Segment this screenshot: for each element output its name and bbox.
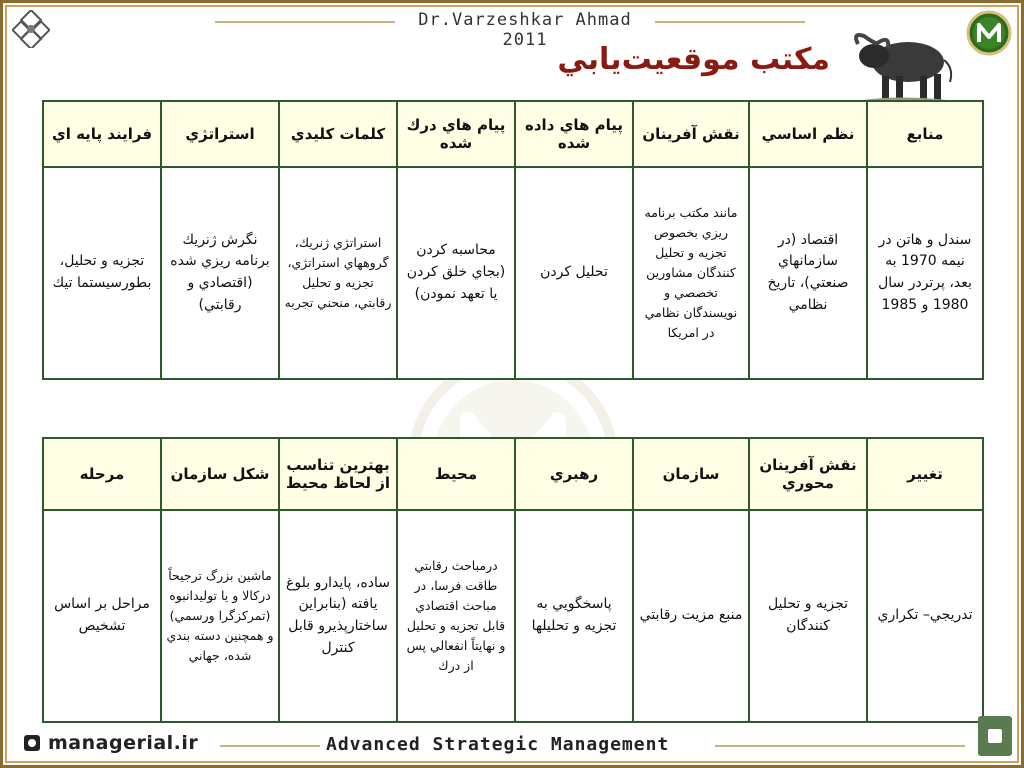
- page-title: مکتب موقعيت‌يابي: [557, 42, 830, 77]
- author-label: Dr.Varzeshkar Ahmad 2011: [418, 10, 632, 50]
- table-cell: مانند مكتب برنامه ريزي بخصوص تجزيه و تحليل كنندگان مشاورين تخصصي و نويسندگان نظامي در امريكا: [633, 167, 749, 379]
- table-cell: سندل و هاتن در نيمه 1970 به بعد، پرتردر سال 1980 و 1985: [867, 167, 983, 379]
- footer-square-icon: [24, 735, 40, 751]
- table-cell: درمباحث رقابتي طاقت فرسا، در مباحث اقتصادي قابل تجزيه و تحليل و نهايتاً انفعالي پس از درك: [397, 510, 515, 722]
- header-cell: فرايند پايه اي: [43, 101, 161, 167]
- positioning-table-1: [42, 100, 984, 380]
- footer-title: Advanced Strategic Management: [326, 734, 670, 755]
- header-cell: رهبري: [515, 438, 633, 510]
- table-cell: مراحل بر اساس تشخيص: [43, 510, 161, 722]
- header-cell: تغيير: [867, 438, 983, 510]
- header-cell: نقش آفرينان محوري: [749, 438, 867, 510]
- footer-site-link[interactable]: [24, 732, 198, 754]
- table-cell: اقتصاد (در سازمانهاي صنعتي)، تاريخ نظامي: [749, 167, 867, 379]
- footer-nav-button[interactable]: [978, 716, 1012, 756]
- header-cell: نظم اساسي: [749, 101, 867, 167]
- header-cell: بهترين تناسب از لحاظ محيط: [279, 438, 397, 510]
- table-cell: ساده، پايدارو بلوغ يافته (بنابراين ساختارپذيرو قابل كنترل: [279, 510, 397, 722]
- header-cell: سازمان: [633, 438, 749, 510]
- table-cell: محاسبه كردن (بجاي خلق كردن يا تعهد نمودن): [397, 167, 515, 379]
- table-cell: منبع مزيت رقابتي: [633, 510, 749, 722]
- header-cell: نقش آفرينان: [633, 101, 749, 167]
- ornament-logo-icon: [12, 10, 50, 48]
- table-cell: تحليل كردن: [515, 167, 633, 379]
- table-cell: استراتژي ژنريك، گروههاي استراتژي، تجزيه و تحليل رقابتي، منحني تجربه: [279, 167, 397, 379]
- footer-divider-right: [715, 745, 965, 747]
- header-cell: كلمات كليدي: [279, 101, 397, 167]
- table-cell: تجزيه و تحليل، بطورسيستما تيك: [43, 167, 161, 379]
- m-logo-icon: [966, 10, 1012, 56]
- buffalo-image: [850, 18, 956, 106]
- header-cell: شكل سازمان: [161, 438, 279, 510]
- footer-divider-left: [220, 745, 320, 747]
- table-cell: ماشين بزرگ ترجيحاً دركالا و يا توليدانبوه (تمركزگرا ورسمي) و همچنين دسته بندي شده، جهاني: [161, 510, 279, 722]
- header-cell: پيام هاي درك شده: [397, 101, 515, 167]
- footer-site-label: managerial.ir: [48, 732, 199, 754]
- header-divider-right: [655, 21, 805, 23]
- table-cell: تجزيه و تحليل كنندگان: [749, 510, 867, 722]
- header-cell: استراتژي: [161, 101, 279, 167]
- header-cell: منابع: [867, 101, 983, 167]
- header-cell: مرحله: [43, 438, 161, 510]
- positioning-table-2: [42, 437, 984, 723]
- header-cell: محيط: [397, 438, 515, 510]
- table-row: [43, 167, 983, 379]
- table-cell: نگرش ژنريك برنامه ريزي شده (اقتصادي و رقابتي): [161, 167, 279, 379]
- header-divider-left: [215, 21, 395, 23]
- table-row: [43, 510, 983, 722]
- table-cell: تدريجي– تكراري: [867, 510, 983, 722]
- table-header-row: [43, 101, 983, 167]
- table-cell: پاسخگويي به تجزيه و تحليلها: [515, 510, 633, 722]
- table-header-row: [43, 438, 983, 510]
- header-cell: پيام هاي داده شده: [515, 101, 633, 167]
